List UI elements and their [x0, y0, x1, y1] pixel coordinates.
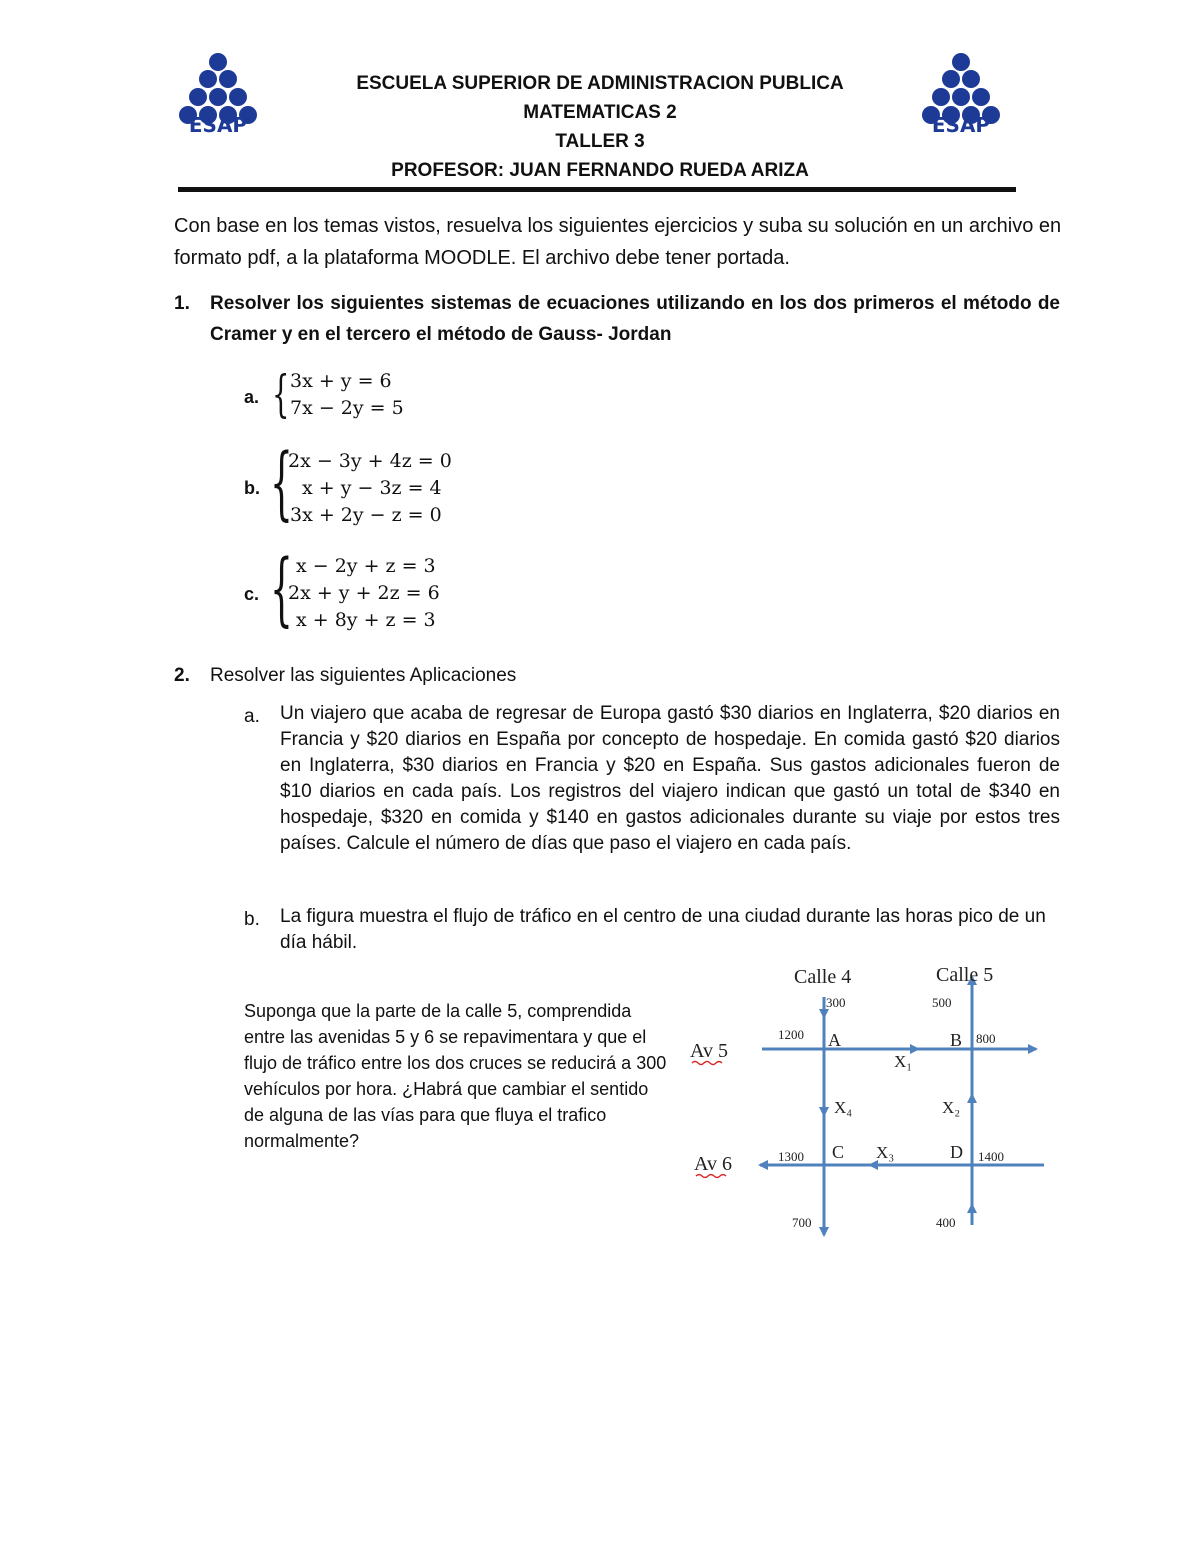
- var-x3: X₃: [876, 1143, 895, 1162]
- q2b-question: Suponga que la parte de la calle 5, comprendida entre las avenidas 5 y 6 se repavimentara y que el flujo de tráfico entre los dos cruces se reducirá a 300 vehículos por hora. ¿Habrá que cambiar el sentido de alguna de las vías para que fluya el trafico normalmente?: [244, 1001, 667, 1151]
- system-c-eq3: x + 8y + z = 3: [296, 609, 436, 631]
- system-b-brace: {: [270, 436, 293, 529]
- node-b: B: [950, 1030, 963, 1050]
- system-c-brace: {: [270, 542, 293, 635]
- workshop-title: TALLER 3: [555, 131, 645, 152]
- flow-1400: 1400: [978, 1149, 1004, 1164]
- system-c-eq1: x − 2y + z = 3: [296, 555, 436, 577]
- traffic-flow-diagram: [680, 955, 1060, 1245]
- av6-label: Av 6: [694, 1153, 732, 1175]
- system-b-eq3: 3x + 2y − z = 0: [290, 504, 442, 526]
- q2a-label: a.: [244, 706, 260, 727]
- professor-name: PROFESOR: JUAN FERNANDO RUEDA ARIZA: [391, 160, 809, 181]
- system-c-label: c.: [244, 584, 260, 604]
- intro-paragraph: Con base en los temas vistos, resuelva los siguientes ejercicios y suba su solución en un archivo en formato pdf, a la plataforma MOODLE. El archivo debe tener portada.: [174, 215, 1062, 269]
- flow-1200: 1200: [778, 1027, 804, 1042]
- var-x1: X₁: [894, 1052, 913, 1071]
- node-d: D: [950, 1142, 963, 1162]
- flow-500: 500: [932, 995, 952, 1010]
- system-a-label: a.: [244, 387, 260, 407]
- node-c: C: [832, 1142, 845, 1162]
- q2b-label: b.: [244, 909, 260, 930]
- node-a: A: [828, 1030, 841, 1050]
- calle4-label: Calle 4: [794, 966, 852, 988]
- logo-text: ESAP: [931, 113, 991, 134]
- var-x4: X₄: [834, 1098, 853, 1117]
- flow-1300: 1300: [778, 1149, 804, 1164]
- q1-number: 1.: [174, 293, 190, 314]
- system-a-eq1: 3x + y = 6: [290, 370, 392, 392]
- q2-statement: Resolver las siguientes Aplicaciones: [210, 665, 517, 686]
- var-x2: X₂: [942, 1098, 961, 1117]
- course-title: MATEMATICAS 2: [523, 102, 677, 123]
- logo-text: ESAP: [188, 113, 248, 134]
- school-name: ESCUELA SUPERIOR DE ADMINISTRACION PUBLICA: [356, 73, 844, 94]
- flow-800: 800: [976, 1031, 996, 1046]
- header-divider: [178, 187, 1016, 192]
- system-b-eq2: x + y − 3z = 4: [302, 477, 442, 499]
- q2a-problem: Un viajero que acaba de regresar de Europa gastó $30 diarios en Inglaterra, $20 diarios en Francia y $20 diarios en España por concepto de hospedaje. En comida gastó $20 diarios en Inglaterra, $30 diarios en Francia y $20 en España. Sus gastos adicionales fueron de $10 diarios en cada país. Los registros del viajero indican que gastó un total de $340 en hospedaje, $320 en comida y $140 en gastos adicionales durante su viaje por estos tres países. Calcule el número de días que paso el viajero en cada país.: [280, 703, 1060, 854]
- system-a-eq2: 7x − 2y = 5: [290, 397, 404, 419]
- system-a-brace: {: [272, 365, 290, 423]
- av5-label: Av 5: [690, 1040, 728, 1062]
- calle5-label: Calle 5: [936, 964, 994, 986]
- flow-700: 700: [792, 1215, 812, 1230]
- system-b-label: b.: [244, 478, 260, 498]
- q2-number: 2.: [174, 665, 190, 686]
- system-c-eq2: 2x + y + 2z = 6: [288, 582, 440, 604]
- system-b-eq1: 2x − 3y + 4z = 0: [288, 450, 452, 472]
- flow-300: 300: [826, 995, 846, 1010]
- q2b-problem: La figura muestra el flujo de tráfico en el centro de una ciudad durante las horas pico de un día hábil.: [280, 906, 1046, 953]
- q1-statement: Resolver los siguientes sistemas de ecuaciones utilizando en los dos primeros el método de Cramer y en el tercero el método de Gauss- Jordan: [210, 293, 1060, 345]
- flow-400: 400: [936, 1215, 956, 1230]
